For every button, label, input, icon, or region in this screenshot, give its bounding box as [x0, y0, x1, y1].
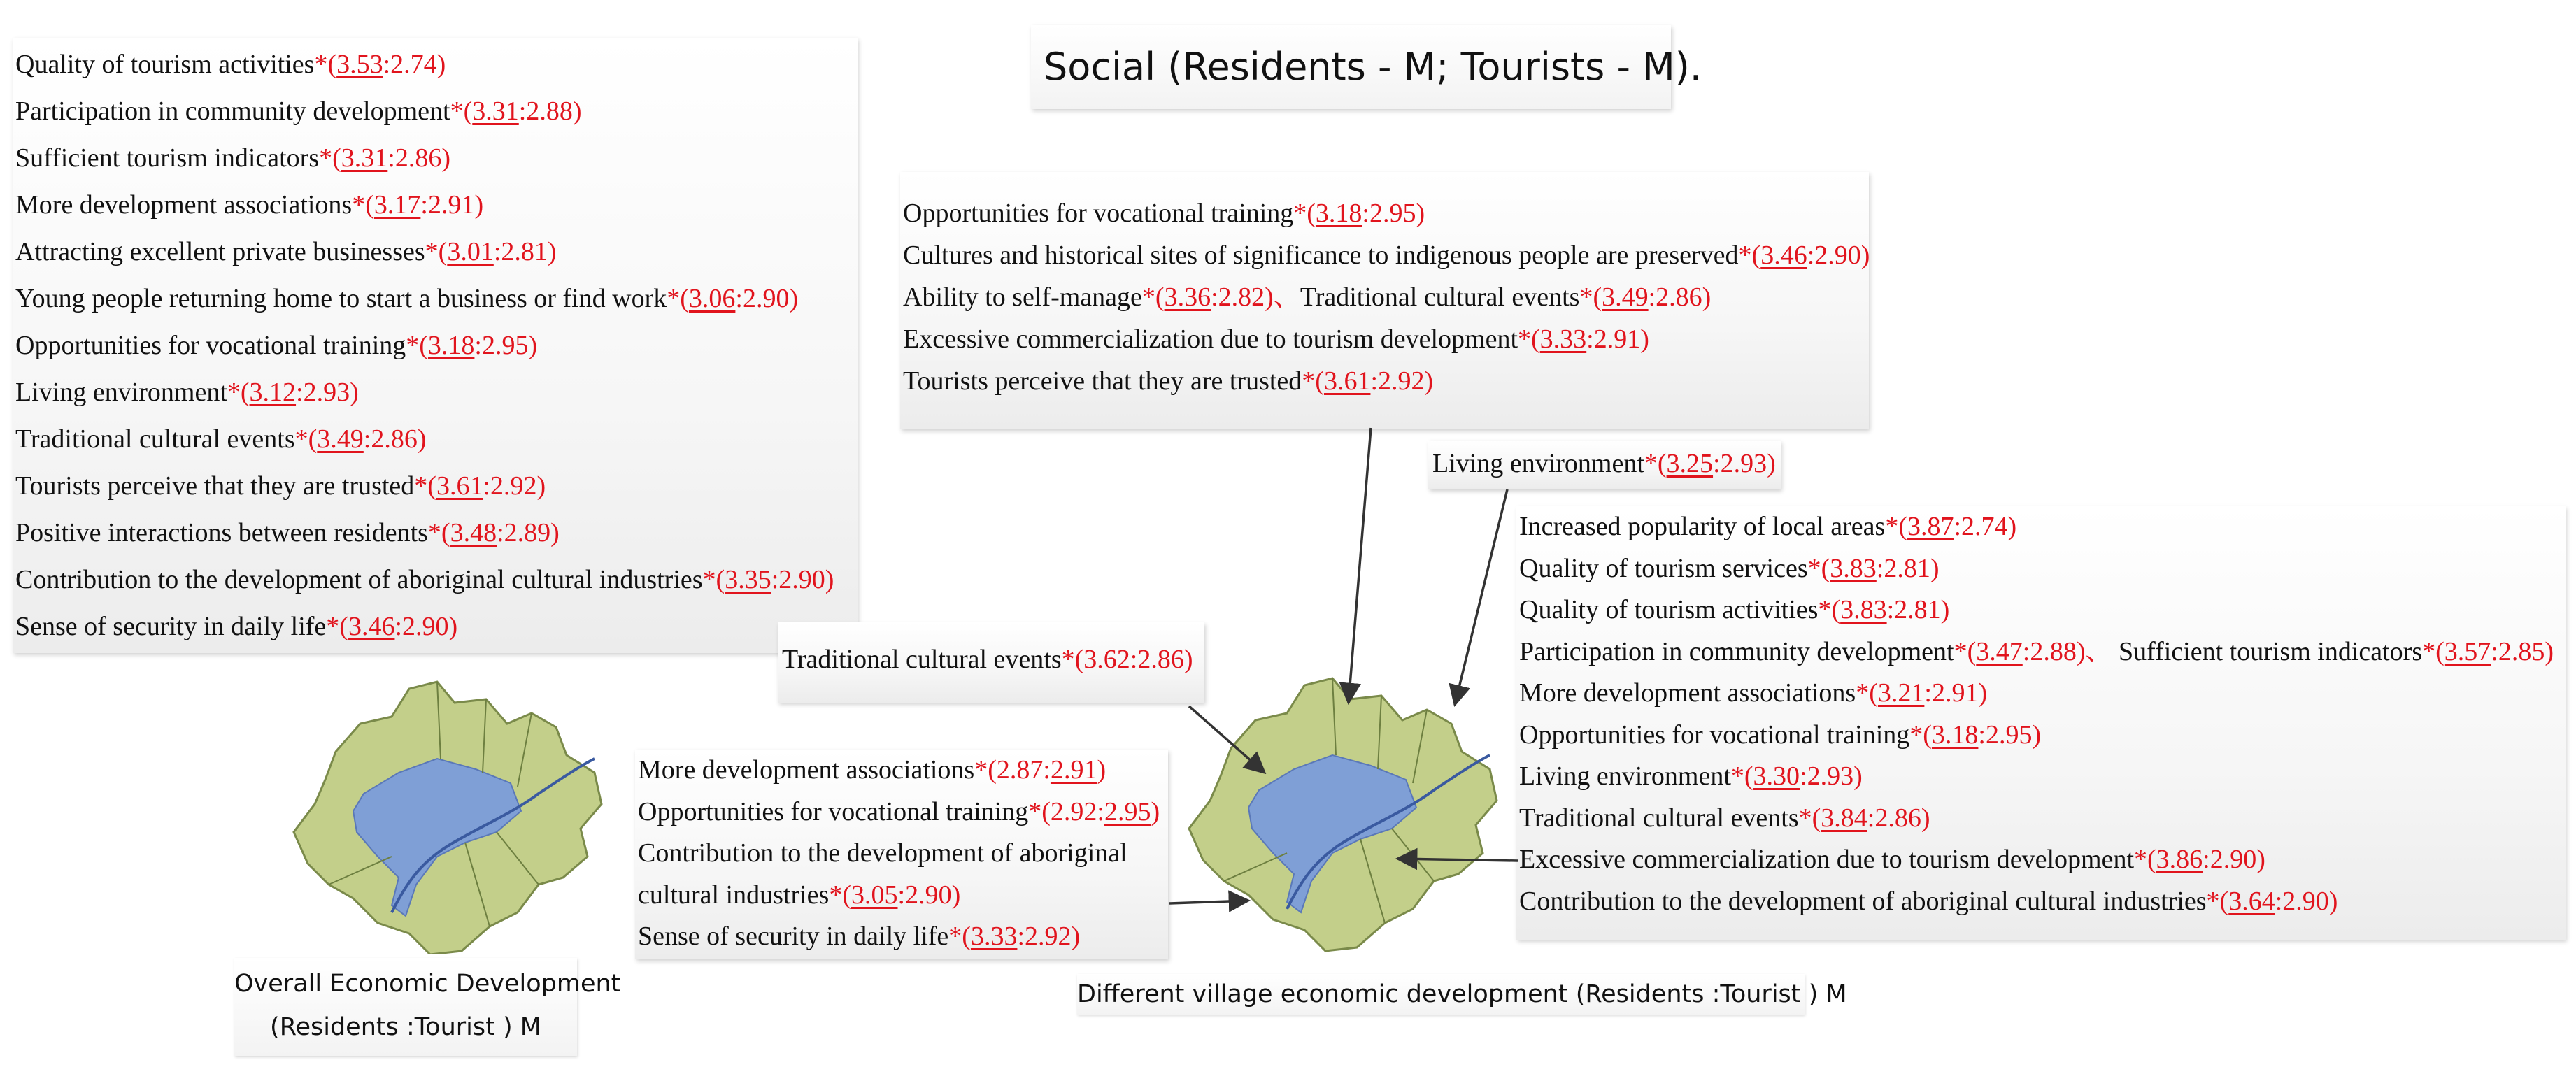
close-paren: ) — [417, 424, 427, 454]
significance-mark: *( — [1579, 282, 1602, 312]
ratio-colon: : — [1586, 324, 1594, 354]
indicator-label: Tourists perceive that they are trusted — [15, 471, 415, 501]
ratio-colon: : — [1713, 449, 1721, 478]
tourist-mean: 2.86 — [371, 424, 418, 454]
tourist-mean: 2.95 — [1369, 199, 1416, 228]
ratio-colon: : — [2203, 845, 2210, 874]
resident-mean: 3.86 — [2156, 845, 2203, 874]
significance-mark: *( — [1061, 645, 1084, 674]
tourist-mean: 2.74 — [1961, 512, 2008, 541]
tourist-mean: 2.88 — [2030, 636, 2077, 666]
ratio-colon: : — [1362, 199, 1369, 228]
resident-mean: 3.64 — [2228, 886, 2275, 916]
ratio-colon: : — [1867, 803, 1875, 833]
title-text: Social (Residents - M; Tourists - M). — [1044, 45, 1702, 89]
close-paren: ) — [1702, 282, 1712, 312]
indicator-label: Traditional cultural events — [1300, 282, 1580, 312]
close-paren: ) — [1071, 922, 1081, 951]
tourist-mean: 2.91 — [1050, 755, 1097, 785]
indicator-label: Contribution to the development of aboriginal cultural industries — [15, 565, 703, 594]
close-paren: ) — [550, 518, 560, 547]
overall-map-caption — [234, 958, 621, 1056]
overall-caption-line-1: Overall Economic Development — [234, 970, 621, 998]
ratio-colon: : — [518, 96, 527, 126]
tourist-mean: 2.85 — [2498, 636, 2545, 666]
significance-mark: *( — [352, 190, 374, 220]
indicator-label: Opportunities for vocational training — [15, 331, 406, 360]
significance-mark: *( — [1818, 595, 1841, 624]
close-paren: ) — [474, 190, 484, 220]
resident-mean: 2.87 — [996, 755, 1044, 785]
significance-mark: *( — [427, 518, 450, 547]
indicator-label: cultural industries — [638, 880, 830, 910]
close-paren: ) — [1097, 755, 1106, 785]
significance-mark: *( — [1141, 282, 1165, 312]
ratio-colon: : — [1954, 512, 1962, 541]
close-paren: ) — [1978, 678, 1988, 708]
significance-mark: *( — [314, 50, 337, 79]
tourist-mean: 2.90 — [2209, 845, 2257, 874]
ratio-colon: : — [2275, 886, 2283, 916]
indicator-label: Contribution to the development of aboriginal — [638, 838, 1127, 868]
indicator-label: More development associations — [638, 755, 975, 785]
resident-mean: 3.21 — [1877, 678, 1925, 708]
resident-mean: 3.49 — [317, 424, 364, 454]
tourist-mean: 2.90 — [402, 612, 449, 641]
indicator-label: Quality of tourism services — [1519, 553, 1808, 583]
resident-mean: 3.83 — [1840, 595, 1887, 624]
indicator-label: Increased popularity of local areas — [1519, 512, 1886, 541]
resident-mean: 3.31 — [341, 143, 388, 173]
tourist-mean: 2.90 — [2282, 886, 2329, 916]
significance-mark: *( — [319, 143, 341, 173]
separator: 、 — [2085, 636, 2119, 666]
indicator-label: Traditional cultural events — [1519, 803, 1799, 833]
arrow-traditional-to-map — [1189, 706, 1265, 773]
indicator-label: Sense of security in daily life — [15, 612, 327, 641]
tourist-mean: 2.90 — [778, 565, 825, 594]
significance-mark: *( — [294, 424, 318, 454]
significance-mark: *( — [1909, 719, 1932, 750]
indicator-label: Young people returning home to start a business or find work — [15, 284, 667, 313]
indicator-label: Opportunities for vocational training — [638, 796, 1029, 826]
arrow-top-center-to-map — [1349, 428, 1371, 703]
resident-mean: 3.25 — [1666, 449, 1714, 478]
indicator-label: Participation in community development — [15, 96, 450, 126]
indicator-label: Quality of tourism activities — [1519, 595, 1819, 624]
resident-mean: 3.33 — [970, 922, 1018, 951]
ratio-colon: : — [771, 565, 779, 594]
significance-mark: *( — [1798, 803, 1821, 833]
resident-mean: 3.05 — [851, 880, 898, 910]
resident-mean: 3.18 — [1931, 719, 1979, 750]
tourist-mean: 2.95 — [1985, 719, 2033, 750]
tourist-mean: 2.91 — [427, 190, 475, 220]
ratio-colon: : — [2491, 636, 2498, 666]
ratio-colon: : — [1130, 645, 1138, 674]
ratio-colon: : — [296, 378, 304, 407]
ratio-colon: : — [420, 190, 428, 220]
ratio-colon: : — [387, 143, 395, 173]
significance-mark: *( — [974, 755, 997, 785]
overall-caption-line-2: (Residents :Tourist ) M — [270, 1013, 541, 1041]
resident-mean: 3.84 — [1821, 803, 1867, 833]
indicator-label: Opportunities for vocational training — [1519, 719, 1910, 750]
indicator-label: More development associations — [1519, 678, 1856, 708]
significance-mark: *( — [425, 237, 448, 266]
resident-mean: 3.53 — [336, 50, 383, 79]
significance-mark: *( — [326, 612, 348, 641]
tourist-mean: 2.93 — [1720, 449, 1767, 478]
ratio-colon: : — [1648, 282, 1656, 312]
significance-mark: *( — [1856, 678, 1878, 708]
resident-mean: 3.01 — [447, 237, 494, 266]
significance-mark: *( — [406, 331, 428, 360]
close-paren: ) — [1853, 761, 1863, 791]
resident-mean: 3.49 — [1602, 282, 1649, 312]
significance-mark: *( — [1954, 636, 1977, 666]
indicator-label: Attracting excellent private businesses — [15, 237, 425, 266]
tourist-mean: 2.95 — [1104, 796, 1151, 826]
tourist-mean: 2.81 — [1884, 553, 1930, 583]
significance-mark: *( — [702, 565, 725, 594]
indicator-label: Tourists perceive that they are trusted — [903, 366, 1302, 396]
resident-mean: 3.61 — [1323, 366, 1371, 396]
close-paren: ) — [2032, 719, 2042, 750]
ratio-colon: : — [1211, 282, 1218, 312]
tourist-mean: 2.74 — [390, 50, 437, 79]
indicator-label: Living environment — [15, 378, 227, 407]
ratio-colon: : — [474, 331, 482, 360]
resident-mean: 3.18 — [427, 331, 475, 360]
resident-mean: 3.83 — [1830, 553, 1877, 583]
resident-mean: 3.46 — [348, 612, 395, 641]
ratio-colon: : — [497, 518, 504, 547]
ratio-colon: : — [1043, 755, 1051, 785]
significance-mark: *( — [1028, 796, 1051, 826]
indicator-label: Ability to self-manage — [903, 282, 1142, 312]
arrow-living-env-to-map — [1455, 489, 1507, 705]
significance-mark: *( — [829, 880, 851, 910]
resident-mean: 3.31 — [472, 96, 519, 126]
indicator-label: Sense of security in daily life — [638, 922, 949, 951]
significance-mark: *( — [948, 922, 971, 951]
indicator-label: Opportunities for vocational training — [903, 199, 1294, 228]
separator: 、 — [1273, 282, 1300, 312]
close-paren: ) — [441, 143, 450, 173]
indicator-label: Living environment — [1519, 761, 1731, 791]
resident-mean: 3.33 — [1539, 324, 1587, 354]
close-paren: ) — [448, 612, 458, 641]
close-paren: ) — [2545, 636, 2554, 666]
significance-mark: *( — [450, 96, 473, 126]
tourist-mean: 2.86 — [1137, 645, 1184, 674]
tourist-mean: 2.86 — [1656, 282, 1702, 312]
tourist-mean: 2.93 — [1807, 761, 1854, 791]
indicator-label: Positive interactions between residents — [15, 518, 428, 547]
close-paren: ) — [1416, 199, 1425, 228]
close-paren: ) — [350, 378, 359, 407]
close-paren: ) — [951, 880, 961, 910]
tourist-mean: 2.90 — [905, 880, 952, 910]
close-paren: ) — [2007, 512, 2017, 541]
ratio-colon: : — [1370, 366, 1379, 396]
indicator-label: Excessive commercialization due to tourism development — [903, 324, 1518, 354]
ratio-colon: : — [1097, 796, 1104, 826]
indicator-label: Excessive commercialization due to tourism development — [1519, 845, 2135, 874]
close-paren: ) — [1940, 595, 1950, 624]
significance-mark: *( — [414, 471, 436, 501]
significance-mark: *( — [1293, 199, 1316, 228]
ratio-colon: : — [2022, 636, 2030, 666]
ratio-colon: : — [383, 50, 391, 79]
tourist-mean: 2.81 — [1894, 595, 1941, 624]
indicator-label: Traditional cultural events — [782, 645, 1062, 674]
significance-mark: *( — [667, 284, 689, 313]
resident-mean: 3.06 — [688, 284, 736, 313]
close-paren: ) — [1183, 645, 1193, 674]
close-paren: ) — [789, 284, 799, 313]
significance-mark: *( — [1644, 449, 1667, 478]
significance-mark: *( — [1302, 366, 1324, 396]
ratio-colon: : — [1876, 553, 1884, 583]
resident-mean: 3.18 — [1315, 199, 1362, 228]
indicator-label: Traditional cultural events — [15, 424, 295, 454]
indicator-label: Living environment — [1432, 449, 1644, 478]
indicator-label: Sufficient tourism indicators — [2119, 636, 2423, 666]
arrow-middle-to-map — [1169, 901, 1248, 903]
indicator-label: More development associations — [15, 190, 353, 220]
close-paren: ) — [2256, 845, 2265, 874]
resident-mean: 3.35 — [725, 565, 771, 594]
tourist-mean: 2.89 — [504, 518, 551, 547]
ratio-colon: : — [1800, 761, 1807, 791]
resident-mean: 3.30 — [1753, 761, 1800, 791]
close-paren: ) — [547, 237, 557, 266]
close-paren: ) — [572, 96, 582, 126]
resident-mean: 3.87 — [1907, 512, 1954, 541]
significance-mark: *( — [1730, 761, 1753, 791]
resident-mean: 3.17 — [373, 190, 421, 220]
tourist-mean: 2.91 — [1593, 324, 1641, 354]
ratio-colon: : — [1886, 595, 1895, 624]
tourist-mean: 2.86 — [394, 143, 442, 173]
village-caption-text: Different village economic development (Residents :Tourist ) M — [1077, 980, 1847, 1008]
tourist-mean: 2.91 — [1931, 678, 1979, 708]
resident-mean: 3.61 — [436, 471, 483, 501]
ratio-colon: : — [1978, 719, 1986, 750]
significance-mark: *( — [1807, 553, 1830, 583]
significance-mark: *( — [1885, 512, 1907, 541]
resident-mean: 3.47 — [1976, 636, 2023, 666]
resident-mean: 3.12 — [249, 378, 297, 407]
ratio-colon: : — [1807, 241, 1815, 270]
ratio-colon: : — [897, 880, 906, 910]
close-paren: ) — [436, 50, 446, 79]
ratio-colon: : — [1924, 678, 1932, 708]
close-paren: ) — [528, 331, 538, 360]
close-paren: ) — [1265, 282, 1274, 312]
significance-mark: *( — [2134, 845, 2156, 874]
resident-mean: 2.92 — [1050, 796, 1097, 826]
village-map-caption — [1077, 974, 1847, 1015]
significance-mark: *( — [227, 378, 250, 407]
close-paren: ) — [2076, 636, 2086, 666]
close-paren: ) — [1640, 324, 1649, 354]
close-paren: ) — [1921, 803, 1930, 833]
tourist-mean: 2.90 — [742, 284, 790, 313]
close-paren: ) — [1151, 796, 1160, 826]
ratio-colon: : — [363, 424, 371, 454]
indicator-label: Cultures and historical sites of significance to indigenous people are preserved — [903, 241, 1739, 270]
tourist-mean: 2.90 — [1814, 241, 1861, 270]
indicator-label: Quality of tourism activities — [15, 50, 315, 79]
close-paren: ) — [1767, 449, 1776, 478]
resident-mean: 3.57 — [2444, 636, 2491, 666]
arrow-right-to-map — [1397, 859, 1518, 861]
significance-mark: *( — [1738, 241, 1761, 270]
ratio-colon: : — [493, 237, 501, 266]
close-paren: ) — [2328, 886, 2338, 916]
tourist-mean: 2.93 — [303, 378, 350, 407]
close-paren: ) — [536, 471, 546, 501]
ratio-colon: : — [394, 612, 402, 641]
significance-mark: *( — [1518, 324, 1540, 354]
resident-mean: 3.46 — [1760, 241, 1807, 270]
indicator-label: Contribution to the development of aboriginal cultural industries — [1519, 886, 2207, 916]
indicator-label: Participation in community development — [1519, 636, 1954, 666]
tourist-mean: 2.81 — [501, 237, 548, 266]
tourist-mean: 2.86 — [1874, 803, 1921, 833]
indicator-label: Sufficient tourism indicators — [15, 143, 320, 173]
ratio-colon: : — [1017, 922, 1025, 951]
significance-mark: *( — [2422, 636, 2445, 666]
significance-mark: *( — [2206, 886, 2229, 916]
resident-mean: 3.62 — [1083, 645, 1130, 674]
resident-mean: 3.36 — [1164, 282, 1211, 312]
tourist-mean: 2.82 — [1218, 282, 1265, 312]
tourist-mean: 2.88 — [526, 96, 573, 126]
tourist-mean: 2.95 — [481, 331, 529, 360]
ratio-colon: : — [483, 471, 491, 501]
close-paren: ) — [825, 565, 834, 594]
close-paren: ) — [1930, 553, 1940, 583]
tourist-mean: 2.92 — [1378, 366, 1425, 396]
tourist-mean: 2.92 — [490, 471, 537, 501]
ratio-colon: : — [735, 284, 743, 313]
close-paren: ) — [1860, 241, 1870, 270]
resident-mean: 3.48 — [450, 518, 497, 547]
tourist-mean: 2.92 — [1025, 922, 1072, 951]
close-paren: ) — [1424, 366, 1434, 396]
